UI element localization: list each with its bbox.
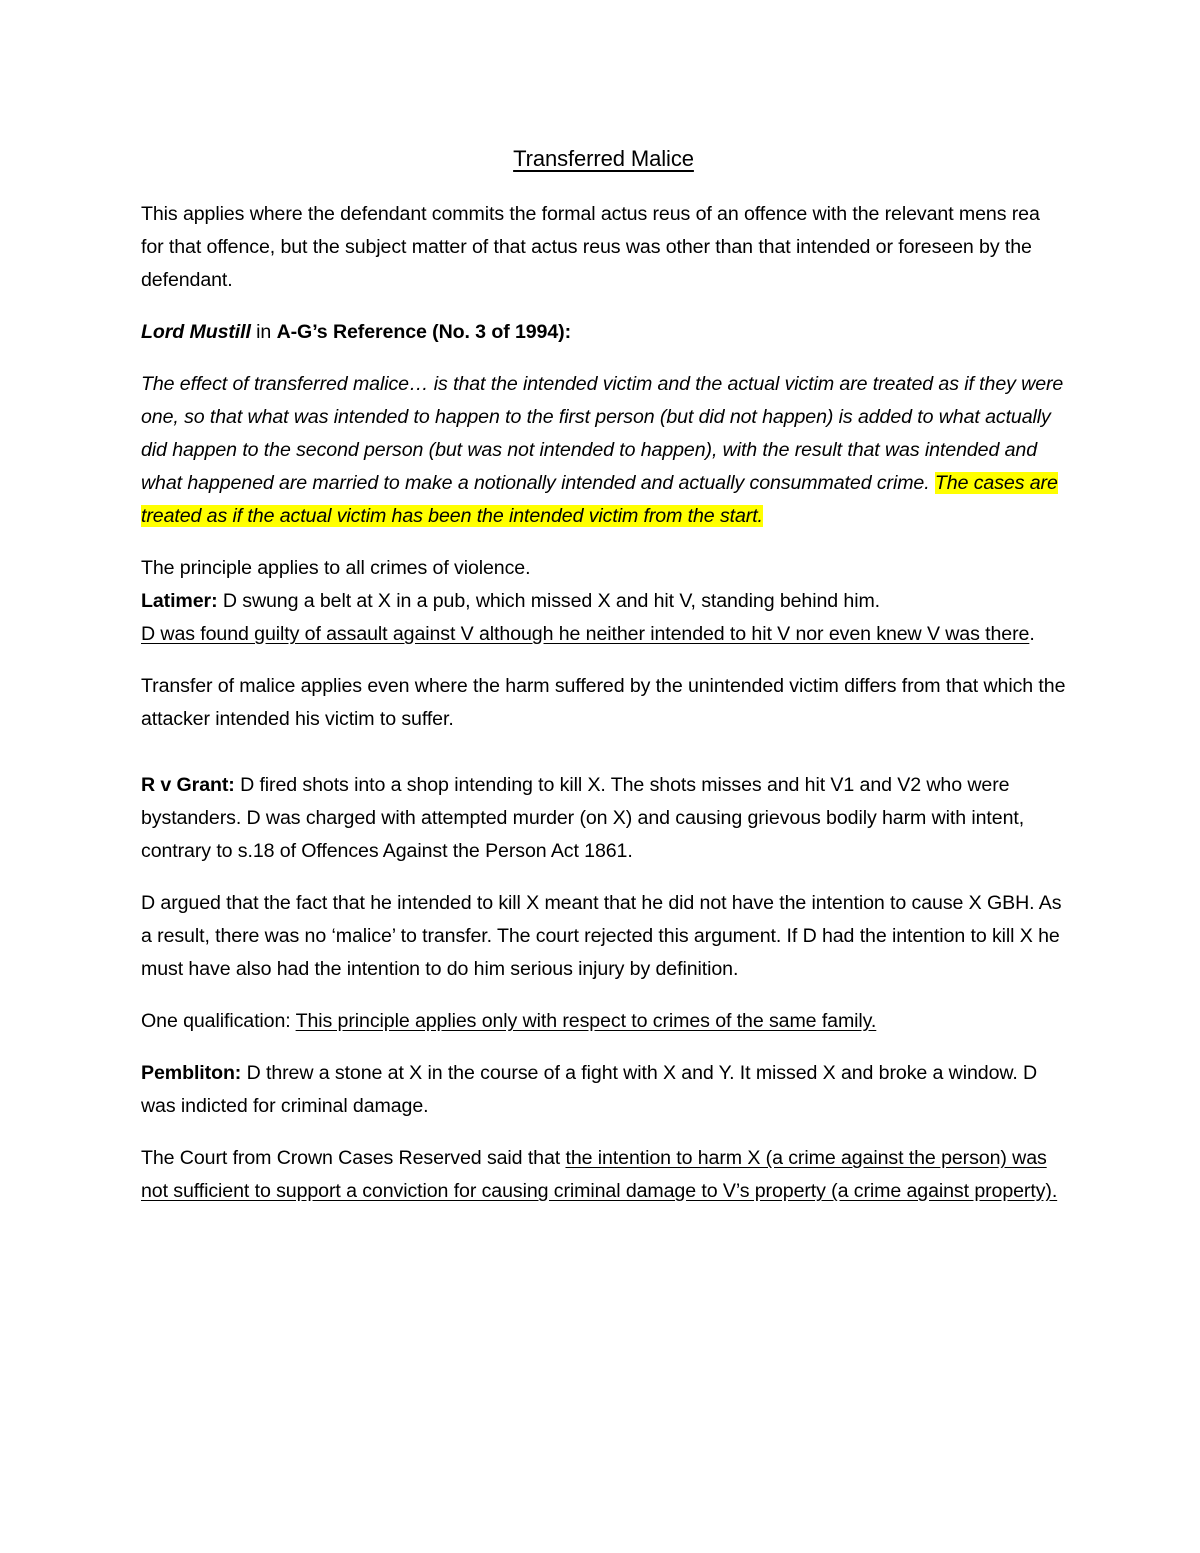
pembliton-case-text: D threw a stone at X in the course of a fight with X and Y. It missed X and broke a window. D was indicted for criminal damage. <box>141 1062 1038 1117</box>
quote-heading <box>141 316 1066 349</box>
violence-principle: The principle applies to all crimes of violence. <box>141 557 531 579</box>
latimer-holding <box>141 618 1066 651</box>
harm-differs-paragraph: Transfer of malice applies even where the harm suffered by the unintended victim differs from that which the attacker intended his victim to suffer. <box>141 675 1066 730</box>
judicial-quote <box>141 368 1066 533</box>
grant-case-text: D fired shots into a shop intending to kill X. The shots misses and hit V1 and V2 who were bystanders. D was charged with attempted murder (on X) and causing grievous bodily harm with intent, contrary to s.18 of Offences Against the Person Act 1861. <box>141 774 1025 862</box>
judge-name: Lord Mustill <box>141 321 251 343</box>
latimer-holding-text: D was found guilty of assault against V although he neither intended to hit V nor even knew V was there <box>141 623 1030 645</box>
intro-paragraph: This applies where the defendant commits the formal actus reus of an offence with the relevant mens rea for that offence, but the subject matter of that actus reus was other than that intended or foreseen by the defendant. <box>141 203 1040 291</box>
latimer-holding-end: . <box>1029 623 1035 645</box>
quote-highlight: The cases are treated as if the actual victim has been the intended victim from the start. <box>141 472 1058 527</box>
case-reference: A-G’s Reference (No. 3 of 1994): <box>276 321 571 343</box>
latimer-case-text: D swung a belt at X in a pub, which missed X and hit V, standing behind him. <box>217 590 881 612</box>
pembliton-case <box>141 1057 1066 1123</box>
grant-case-name: R v Grant: <box>141 774 235 796</box>
grant-argument-paragraph: D argued that the fact that he intended to kill X meant that he did not have the intention to cause X GBH. As a result, there was no ‘malice’ to transfer. The court rejected this argument. If D had the intention to kill X he must have also had the intention to do him serious injury by definition. <box>141 892 1062 980</box>
page-title: Transferred Malice <box>513 146 694 171</box>
qualification-lead: One qualification: <box>141 1010 296 1032</box>
qualification-paragraph <box>141 1005 1066 1038</box>
quote-text: The effect of transferred malice… is that the intended victim and the actual victim are treated as if they were one, so that what was intended to happen to the first person (but did not happen) is added to what actually did happen to the second person (but was not intended to happen), with the result that was intended and what happened are married to make a notionally intended and actually consummated crime. <box>141 373 1064 494</box>
quote-heading-connector: in <box>250 321 277 343</box>
grant-case <box>141 769 1066 868</box>
crown-cases-paragraph <box>141 1142 1066 1208</box>
qualification-text: This principle applies only with respect to crimes of the same family. <box>295 1010 877 1032</box>
document-body <box>141 142 1066 1208</box>
latimer-case-name: Latimer: <box>141 590 218 612</box>
pembliton-case-name: Pembliton: <box>141 1062 242 1084</box>
latimer-case <box>141 585 1066 618</box>
crown-cases-lead: The Court from Crown Cases Reserved said that <box>141 1147 566 1169</box>
crown-cases-text: the intention to harm X (a crime against the person) was not sufficient to support a conviction for causing criminal damage to V’s property (a crime against property). <box>141 1147 1058 1202</box>
